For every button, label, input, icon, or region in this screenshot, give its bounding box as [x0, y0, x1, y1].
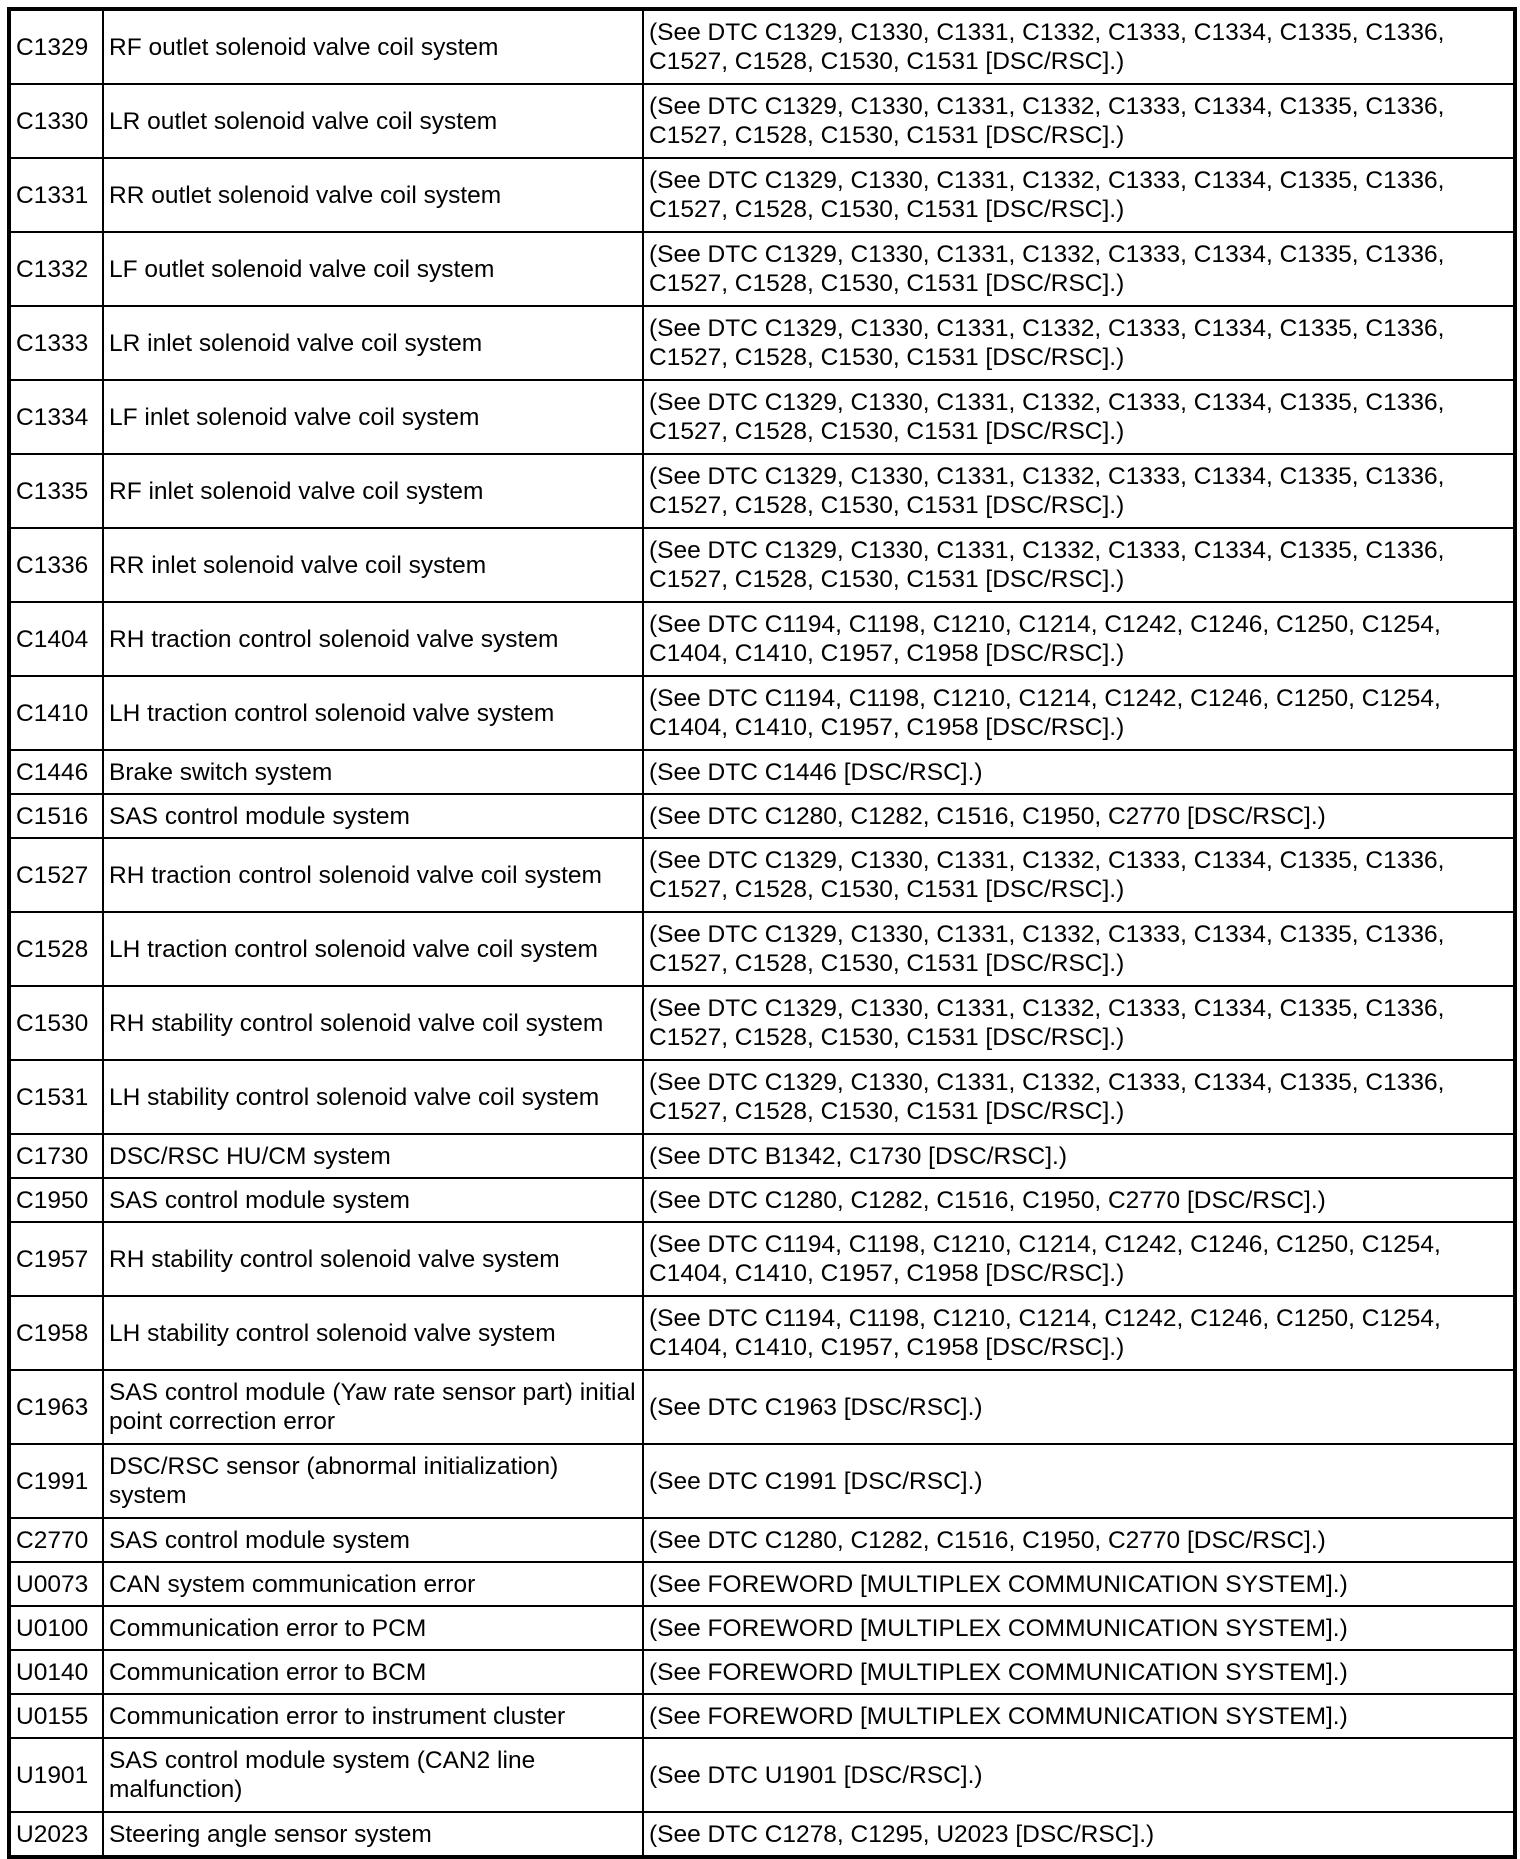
dtc-code-cell: C1329 [9, 9, 103, 84]
table-row [9, 528, 1515, 602]
dtc-table [7, 7, 1517, 1859]
table-row [9, 1178, 1515, 1222]
dtc-code-cell: C2770 [9, 1518, 103, 1562]
dtc-action-cell: (See DTC C1329, C1330, C1331, C1332, C1333, C1334, C1335, C1336, C1527, C1528, C1530, C1531 [DSC/RSC].) [643, 158, 1515, 232]
table-row [9, 380, 1515, 454]
dtc-code-cell: C1404 [9, 602, 103, 676]
dtc-description-cell: Communication error to BCM [103, 1650, 643, 1694]
dtc-action-cell: (See DTC C1329, C1330, C1331, C1332, C1333, C1334, C1335, C1336, C1527, C1528, C1530, C1531 [DSC/RSC].) [643, 380, 1515, 454]
dtc-action-cell: (See DTC C1991 [DSC/RSC].) [643, 1444, 1515, 1518]
dtc-code-cell: U0140 [9, 1650, 103, 1694]
dtc-description-cell: LH stability control solenoid valve coil system [103, 1060, 643, 1134]
dtc-code-cell: C1332 [9, 232, 103, 306]
dtc-description-cell: RH stability control solenoid valve coil system [103, 986, 643, 1060]
dtc-code-cell: C1516 [9, 794, 103, 838]
dtc-action-cell: (See DTC C1278, C1295, U2023 [DSC/RSC].) [643, 1812, 1515, 1857]
dtc-description-cell: RH traction control solenoid valve system [103, 602, 643, 676]
dtc-code-cell: C1334 [9, 380, 103, 454]
dtc-code-cell: C1528 [9, 912, 103, 986]
dtc-description-cell: DSC/RSC sensor (abnormal initialization) system [103, 1444, 643, 1518]
dtc-action-cell: (See DTC C1194, C1198, C1210, C1214, C1242, C1246, C1250, C1254, C1404, C1410, C1957, C1958 [DSC/RSC].) [643, 1296, 1515, 1370]
dtc-description-cell: RH stability control solenoid valve system [103, 1222, 643, 1296]
dtc-action-cell: (See FOREWORD [MULTIPLEX COMMUNICATION SYSTEM].) [643, 1606, 1515, 1650]
dtc-code-cell: C1335 [9, 454, 103, 528]
dtc-action-cell: (See FOREWORD [MULTIPLEX COMMUNICATION SYSTEM].) [643, 1562, 1515, 1606]
dtc-action-cell: (See DTC B1342, C1730 [DSC/RSC].) [643, 1134, 1515, 1178]
table-row [9, 454, 1515, 528]
dtc-code-cell: C1446 [9, 750, 103, 794]
dtc-action-cell: (See DTC C1329, C1330, C1331, C1332, C1333, C1334, C1335, C1336, C1527, C1528, C1530, C1531 [DSC/RSC].) [643, 986, 1515, 1060]
table-row [9, 1738, 1515, 1812]
table-row [9, 1562, 1515, 1606]
dtc-code-cell: C1958 [9, 1296, 103, 1370]
dtc-description-cell: Steering angle sensor system [103, 1812, 643, 1857]
table-row [9, 1134, 1515, 1178]
dtc-code-cell: C1331 [9, 158, 103, 232]
dtc-action-cell: (See DTC C1329, C1330, C1331, C1332, C1333, C1334, C1335, C1336, C1527, C1528, C1530, C1531 [DSC/RSC].) [643, 232, 1515, 306]
table-row [9, 676, 1515, 750]
dtc-code-cell: C1527 [9, 838, 103, 912]
dtc-description-cell: LH stability control solenoid valve system [103, 1296, 643, 1370]
dtc-action-cell: (See FOREWORD [MULTIPLEX COMMUNICATION SYSTEM].) [643, 1650, 1515, 1694]
dtc-code-cell: U0100 [9, 1606, 103, 1650]
table-row [9, 158, 1515, 232]
table-row [9, 1812, 1515, 1857]
dtc-action-cell: (See DTC C1329, C1330, C1331, C1332, C1333, C1334, C1335, C1336, C1527, C1528, C1530, C1531 [DSC/RSC].) [643, 9, 1515, 84]
dtc-action-cell: (See DTC C1963 [DSC/RSC].) [643, 1370, 1515, 1444]
dtc-description-cell: Communication error to instrument cluster [103, 1694, 643, 1738]
table-row [9, 9, 1515, 84]
dtc-description-cell: SAS control module system [103, 1178, 643, 1222]
dtc-description-cell: LF inlet solenoid valve coil system [103, 380, 643, 454]
table-row [9, 794, 1515, 838]
table-row [9, 1606, 1515, 1650]
dtc-code-cell: U0155 [9, 1694, 103, 1738]
table-row [9, 1370, 1515, 1444]
dtc-action-cell: (See DTC C1329, C1330, C1331, C1332, C1333, C1334, C1335, C1336, C1527, C1528, C1530, C1531 [DSC/RSC].) [643, 454, 1515, 528]
table-row [9, 1060, 1515, 1134]
table-row [9, 838, 1515, 912]
dtc-action-cell: (See DTC C1194, C1198, C1210, C1214, C1242, C1246, C1250, C1254, C1404, C1410, C1957, C1958 [DSC/RSC].) [643, 602, 1515, 676]
dtc-code-cell: C1333 [9, 306, 103, 380]
table-row [9, 602, 1515, 676]
dtc-code-cell: C1957 [9, 1222, 103, 1296]
dtc-description-cell: SAS control module system (CAN2 line malfunction) [103, 1738, 643, 1812]
table-row [9, 1444, 1515, 1518]
dtc-code-cell: U1901 [9, 1738, 103, 1812]
dtc-code-cell: C1730 [9, 1134, 103, 1178]
table-row [9, 84, 1515, 158]
dtc-description-cell: Communication error to PCM [103, 1606, 643, 1650]
dtc-table-body [9, 9, 1515, 1857]
dtc-description-cell: RR inlet solenoid valve coil system [103, 528, 643, 602]
dtc-description-cell: RR outlet solenoid valve coil system [103, 158, 643, 232]
dtc-description-cell: LH traction control solenoid valve system [103, 676, 643, 750]
dtc-description-cell: LR outlet solenoid valve coil system [103, 84, 643, 158]
dtc-action-cell: (See DTC C1280, C1282, C1516, C1950, C2770 [DSC/RSC].) [643, 794, 1515, 838]
dtc-description-cell: DSC/RSC HU/CM system [103, 1134, 643, 1178]
dtc-description-cell: SAS control module system [103, 1518, 643, 1562]
dtc-description-cell: RF inlet solenoid valve coil system [103, 454, 643, 528]
dtc-action-cell: (See DTC C1280, C1282, C1516, C1950, C2770 [DSC/RSC].) [643, 1518, 1515, 1562]
dtc-code-cell: C1950 [9, 1178, 103, 1222]
dtc-description-cell: CAN system communication error [103, 1562, 643, 1606]
dtc-code-cell: C1336 [9, 528, 103, 602]
dtc-action-cell: (See DTC C1329, C1330, C1331, C1332, C1333, C1334, C1335, C1336, C1527, C1528, C1530, C1531 [DSC/RSC].) [643, 528, 1515, 602]
dtc-action-cell: (See DTC C1329, C1330, C1331, C1332, C1333, C1334, C1335, C1336, C1527, C1528, C1530, C1531 [DSC/RSC].) [643, 1060, 1515, 1134]
dtc-action-cell: (See DTC C1194, C1198, C1210, C1214, C1242, C1246, C1250, C1254, C1404, C1410, C1957, C1958 [DSC/RSC].) [643, 1222, 1515, 1296]
dtc-description-cell: SAS control module system [103, 794, 643, 838]
dtc-code-cell: C1531 [9, 1060, 103, 1134]
dtc-description-cell: RH traction control solenoid valve coil system [103, 838, 643, 912]
dtc-action-cell: (See DTC C1194, C1198, C1210, C1214, C1242, C1246, C1250, C1254, C1404, C1410, C1957, C1958 [DSC/RSC].) [643, 676, 1515, 750]
dtc-action-cell: (See DTC C1329, C1330, C1331, C1332, C1333, C1334, C1335, C1336, C1527, C1528, C1530, C1531 [DSC/RSC].) [643, 84, 1515, 158]
dtc-code-cell: C1991 [9, 1444, 103, 1518]
table-row [9, 306, 1515, 380]
table-row [9, 232, 1515, 306]
dtc-code-cell: C1963 [9, 1370, 103, 1444]
table-row [9, 912, 1515, 986]
table-row [9, 1222, 1515, 1296]
dtc-action-cell: (See DTC C1329, C1330, C1331, C1332, C1333, C1334, C1335, C1336, C1527, C1528, C1530, C1531 [DSC/RSC].) [643, 912, 1515, 986]
dtc-description-cell: LF outlet solenoid valve coil system [103, 232, 643, 306]
dtc-code-cell: U0073 [9, 1562, 103, 1606]
dtc-code-cell: C1530 [9, 986, 103, 1060]
dtc-code-cell: C1410 [9, 676, 103, 750]
dtc-description-cell: LR inlet solenoid valve coil system [103, 306, 643, 380]
dtc-action-cell: (See DTC C1329, C1330, C1331, C1332, C1333, C1334, C1335, C1336, C1527, C1528, C1530, C1531 [DSC/RSC].) [643, 838, 1515, 912]
dtc-description-cell: RF outlet solenoid valve coil system [103, 9, 643, 84]
table-row [9, 986, 1515, 1060]
dtc-code-cell: C1330 [9, 84, 103, 158]
dtc-action-cell: (See DTC C1280, C1282, C1516, C1950, C2770 [DSC/RSC].) [643, 1178, 1515, 1222]
dtc-description-cell: Brake switch system [103, 750, 643, 794]
dtc-action-cell: (See FOREWORD [MULTIPLEX COMMUNICATION SYSTEM].) [643, 1694, 1515, 1738]
dtc-action-cell: (See DTC C1329, C1330, C1331, C1332, C1333, C1334, C1335, C1336, C1527, C1528, C1530, C1531 [DSC/RSC].) [643, 306, 1515, 380]
dtc-action-cell: (See DTC U1901 [DSC/RSC].) [643, 1738, 1515, 1812]
table-row [9, 1296, 1515, 1370]
table-row [9, 750, 1515, 794]
dtc-action-cell: (See DTC C1446 [DSC/RSC].) [643, 750, 1515, 794]
table-row [9, 1518, 1515, 1562]
dtc-description-cell: LH traction control solenoid valve coil system [103, 912, 643, 986]
dtc-description-cell: SAS control module (Yaw rate sensor part) initial point correction error [103, 1370, 643, 1444]
dtc-code-cell: U2023 [9, 1812, 103, 1857]
table-row [9, 1650, 1515, 1694]
table-row [9, 1694, 1515, 1738]
